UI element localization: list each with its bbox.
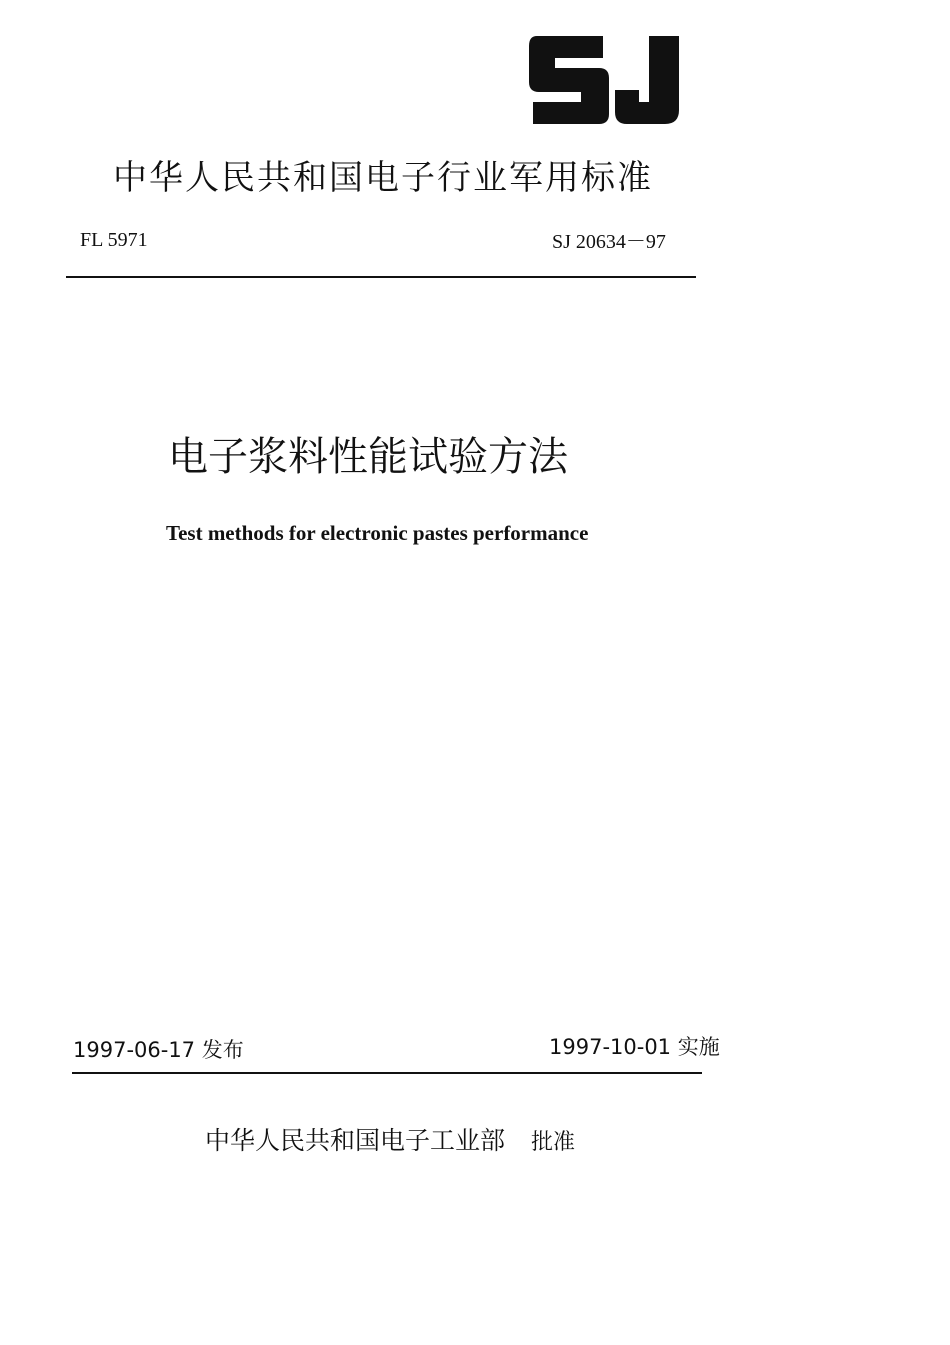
- document-title-chinese: 电子浆料性能试验方法: [168, 434, 568, 480]
- standard-type-heading: 中华人民共和国电子行业军用标准: [113, 158, 653, 198]
- sj-logo: [527, 36, 682, 124]
- approval-line: [205, 1121, 575, 1157]
- issue-date: 1997-06-17 发布: [73, 1038, 244, 1062]
- sj-logo-s-glyph: [529, 36, 609, 124]
- classification-code: FL 5971: [80, 229, 148, 251]
- standard-number: SJ 20634－97: [552, 231, 666, 253]
- document-title-english: Test methods for electronic pastes performance: [166, 521, 589, 545]
- top-divider: [66, 276, 696, 278]
- effective-date: 1997-10-01 实施: [549, 1035, 720, 1059]
- approving-authority: 中华人民共和国电子工业部: [205, 1126, 506, 1155]
- bottom-divider: [72, 1072, 702, 1074]
- approval-label: 批准: [531, 1130, 576, 1155]
- sj-logo-j-glyph: [615, 36, 679, 124]
